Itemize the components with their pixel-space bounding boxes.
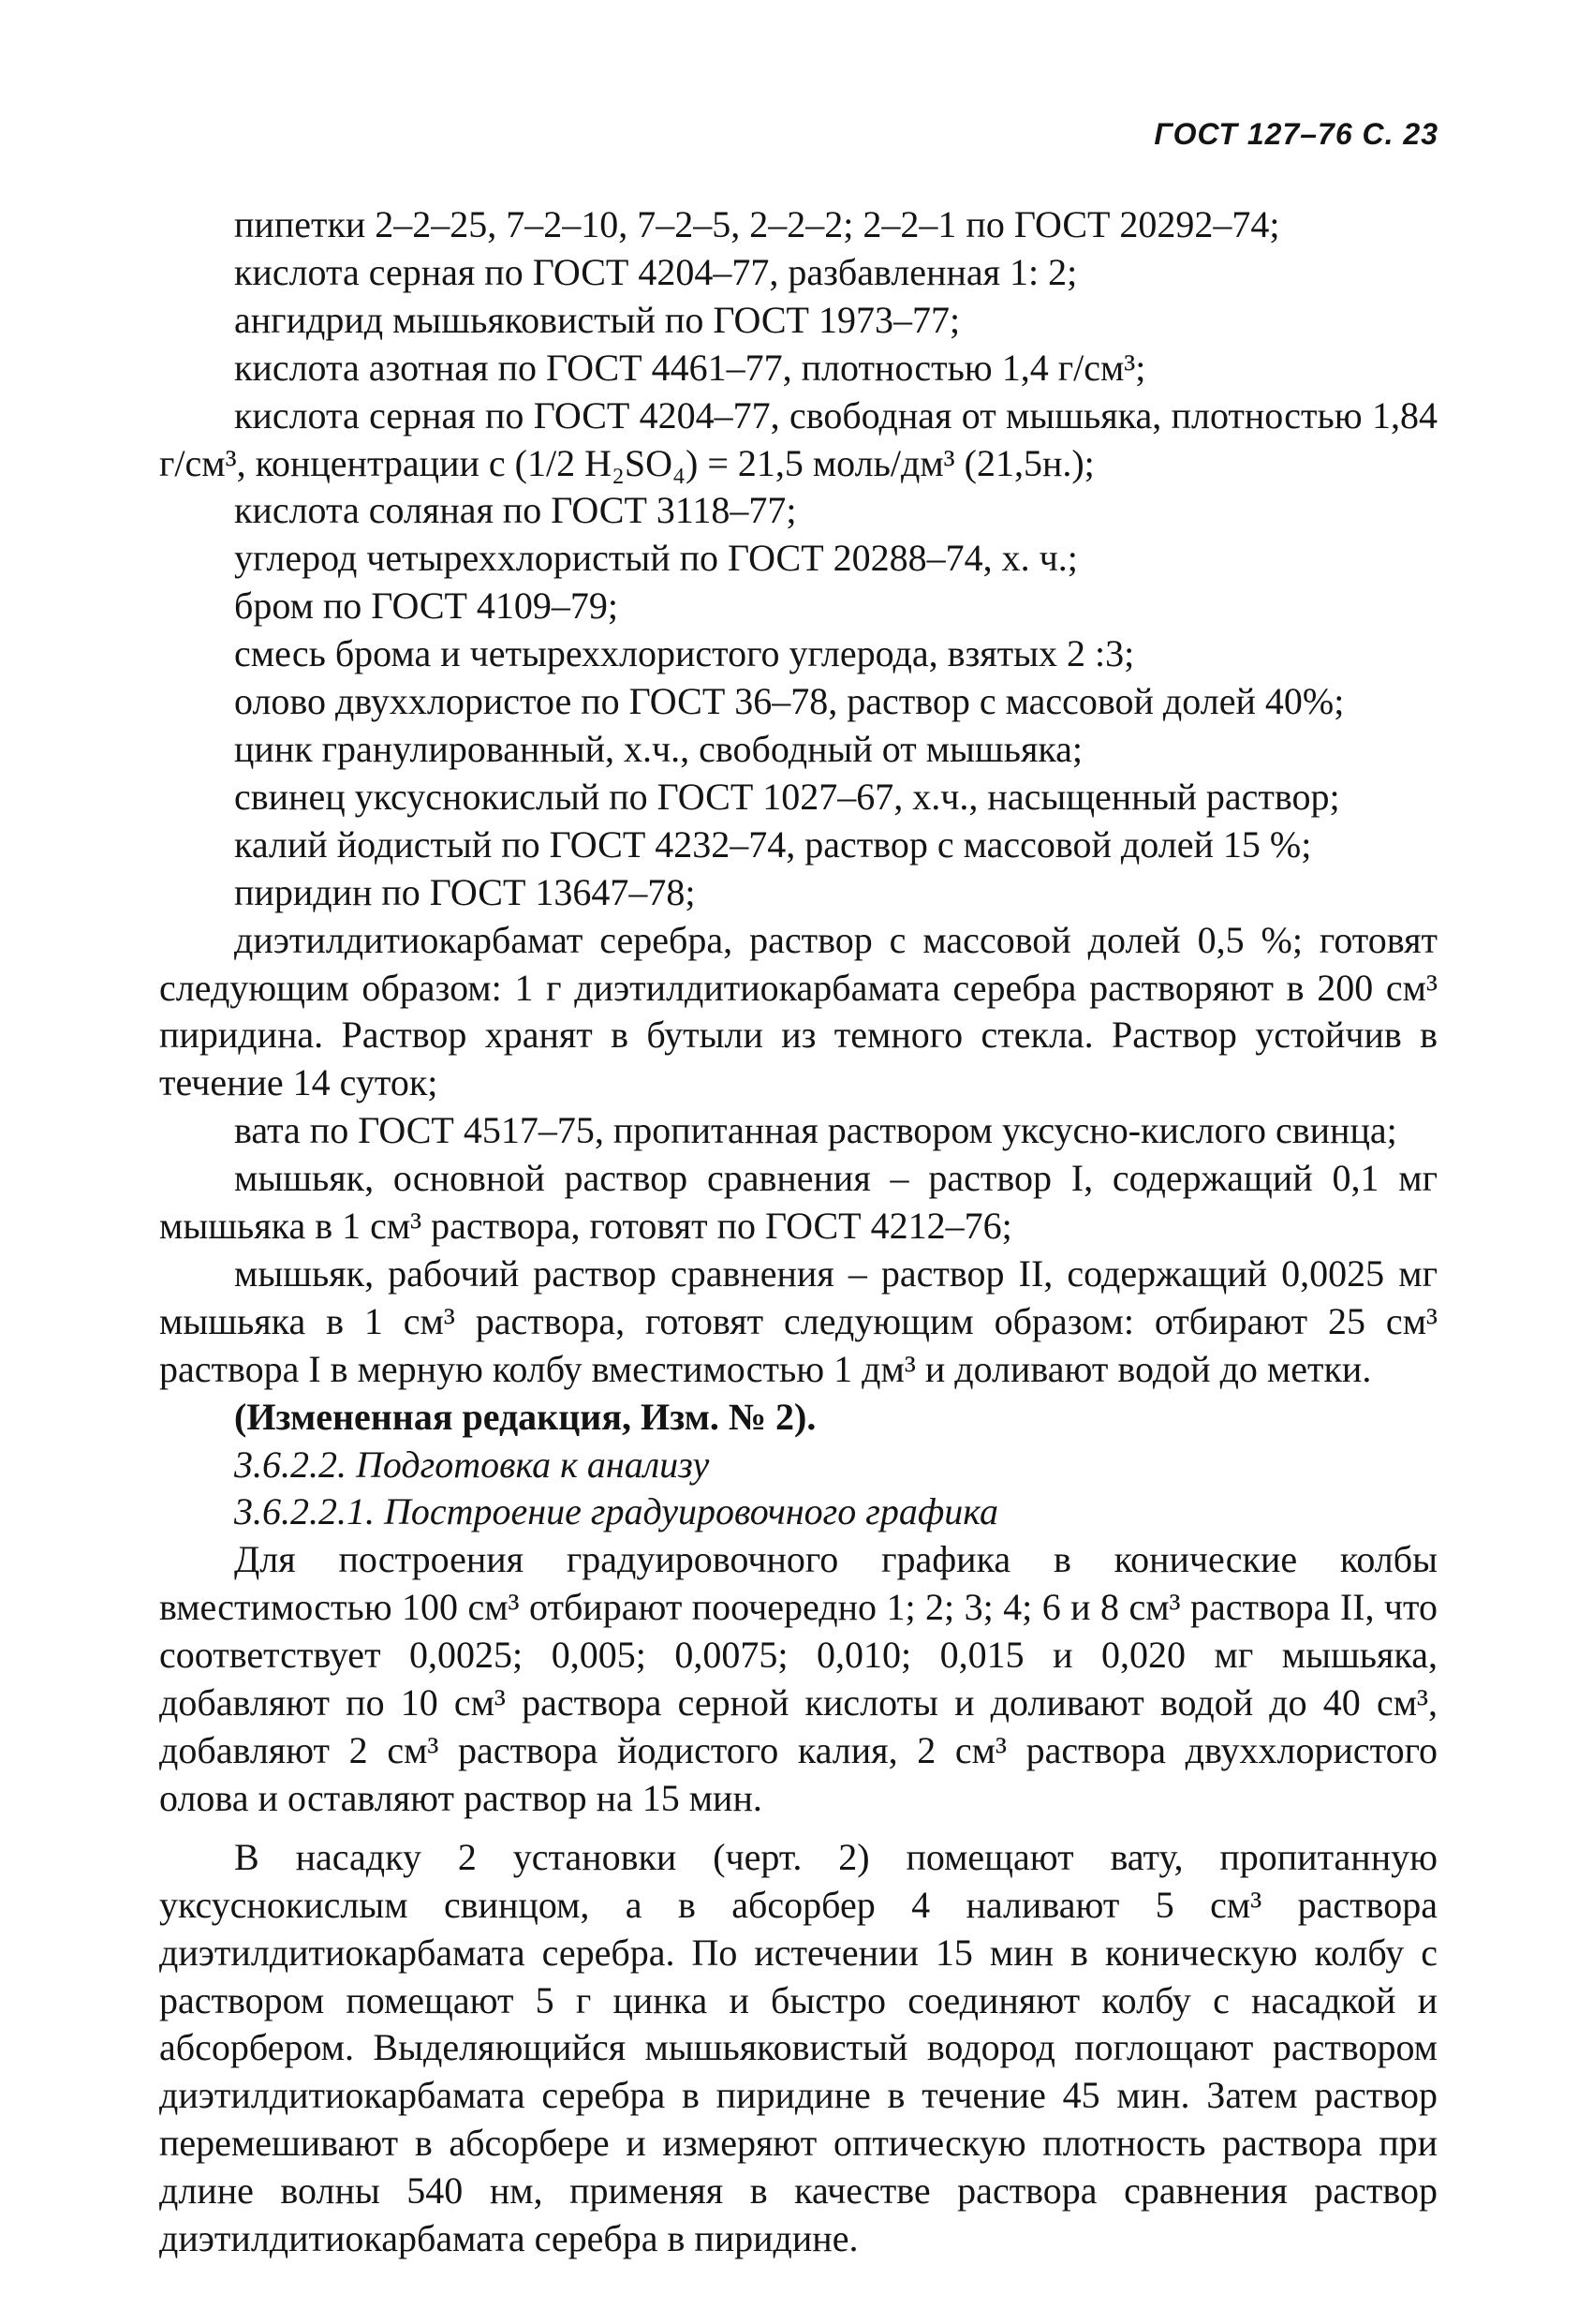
section-heading: 3.6.2.2. Подготовка к анализу <box>234 1443 710 1486</box>
list-item: кислота азотная по ГОСТ 4461–77, плотностью 1,4 г/см³; <box>234 346 1146 389</box>
list-item: калий йодистый по ГОСТ 4232–74, раствор с массовой долей 15 %; <box>234 822 1312 866</box>
list-item: мышьяк, основной раствор сравнения – раствор I, содержащий 0,1 мг мышьяка в 1 см³ раствора, готовят по ГОСТ 4212–76; <box>159 1157 1438 1248</box>
list-item: диэтилдитиокарбамат серебра, раствор с массовой долей 0,5 %; готовят следующим образом: 1 г диэтилдитиокарбамата серебра растворяют в 200 см³ пиридина. Раствор хранят в бутыли из темного стекла. Раствор устойчив в течение 14 суток; <box>159 918 1438 1104</box>
list-item: кислота серная по ГОСТ 4204–77, свободная от мышьяка, плотностью 1,84 г/см³, концентрации c (1/2 H₂SO₄) = 21,5 моль/дм³ (21,5н.); <box>159 393 1438 484</box>
list-item: свинец уксуснокислый по ГОСТ 1027–67, х.ч., насыщенный раствор; <box>234 775 1340 818</box>
list-item: углерод четыреххлористый по ГОСТ 20288–74, х. ч.; <box>234 537 1078 580</box>
page-body <box>159 201 1438 2263</box>
list-item: мышьяк, рабочий раствор сравнения – раствор II, содержащий 0,0025 мг мышьяка в 1 см³ раствора, готовят следующим образом: отбирают 25 см³ раствора I в мерную колбу вместимостью 1 дм³ и доливают водой до метки. <box>159 1251 1438 1390</box>
list-item: пипетки 2–2–25, 7–2–10, 7–2–5, 2–2–2; 2–2–1 по ГОСТ 20292–74; <box>234 203 1280 245</box>
page-header: ГОСТ 127–76 С. 23 <box>1154 117 1438 151</box>
list-item: цинк гранулированный, х.ч., свободный от мышьяка; <box>234 727 1084 770</box>
list-item: кислота соляная по ГОСТ 3118–77; <box>234 489 797 532</box>
list-item: пиридин по ГОСТ 13647–78; <box>234 870 696 913</box>
list-item: ангидрид мышьяковистый по ГОСТ 1973–77; <box>234 298 961 341</box>
list-item: бром по ГОСТ 4109–79; <box>234 585 619 628</box>
list-item: кислота серная по ГОСТ 4204–77, разбавленная 1: 2; <box>234 250 1078 293</box>
list-item: олово двуххлористое по ГОСТ 36–78, раствор с массовой долей 40%; <box>234 680 1345 723</box>
amendment-note: (Измененная редакция, Изм. № 2). <box>234 1395 817 1438</box>
list-item: вата по ГОСТ 4517–75, пропитанная раствором уксусно-кислого свинца; <box>234 1109 1397 1152</box>
body-paragraph: Для построения градуировочного графика в конические колбы вместимостью 100 см³ отбирают поочередно 1; 2; 3; 4; 6 и 8 см³ раствора II, что соответствует 0,0025; 0,005; 0,0075; 0,010; 0,015 и 0,020 мг мышьяка, добавляют по 10 см³ раствора серной кислоты и доливают водой до 40 см³, добавляют 2 см³ раствора йодистого калия, 2 см³ раствора двуххлористого олова и оставляют раствор на 15 мин. <box>159 1538 1438 1819</box>
body-paragraph: В насадку 2 установки (черт. 2) помещают вату, пропитанную уксуснокислым свинцом, а в абсорбер 4 наливают 5 см³ раствора диэтилдитиокарбамата серебра. По истечении 15 мин в коническую колбу с раствором помещают 5 г цинка и быстро соединяют колбу с насадкой и абсорбером. Выделяющийся мышьяковистый водород поглощают раствором диэтилдитиокарбамата серебра в пиридине в течение 45 мин. Затем раствор перемешивают в абсорбере и измеряют оптическую плотность раствора при длине волны 540 нм, применяя в качестве раствора сравнения раствор диэтилдитиокарбамата серебра в пиридине. <box>159 1835 1438 2260</box>
list-item: смесь брома и четыреххлористого углерода, взятых 2 :3; <box>234 632 1135 675</box>
subsection-heading: 3.6.2.2.1. Построение градуировочного графика <box>234 1490 998 1533</box>
